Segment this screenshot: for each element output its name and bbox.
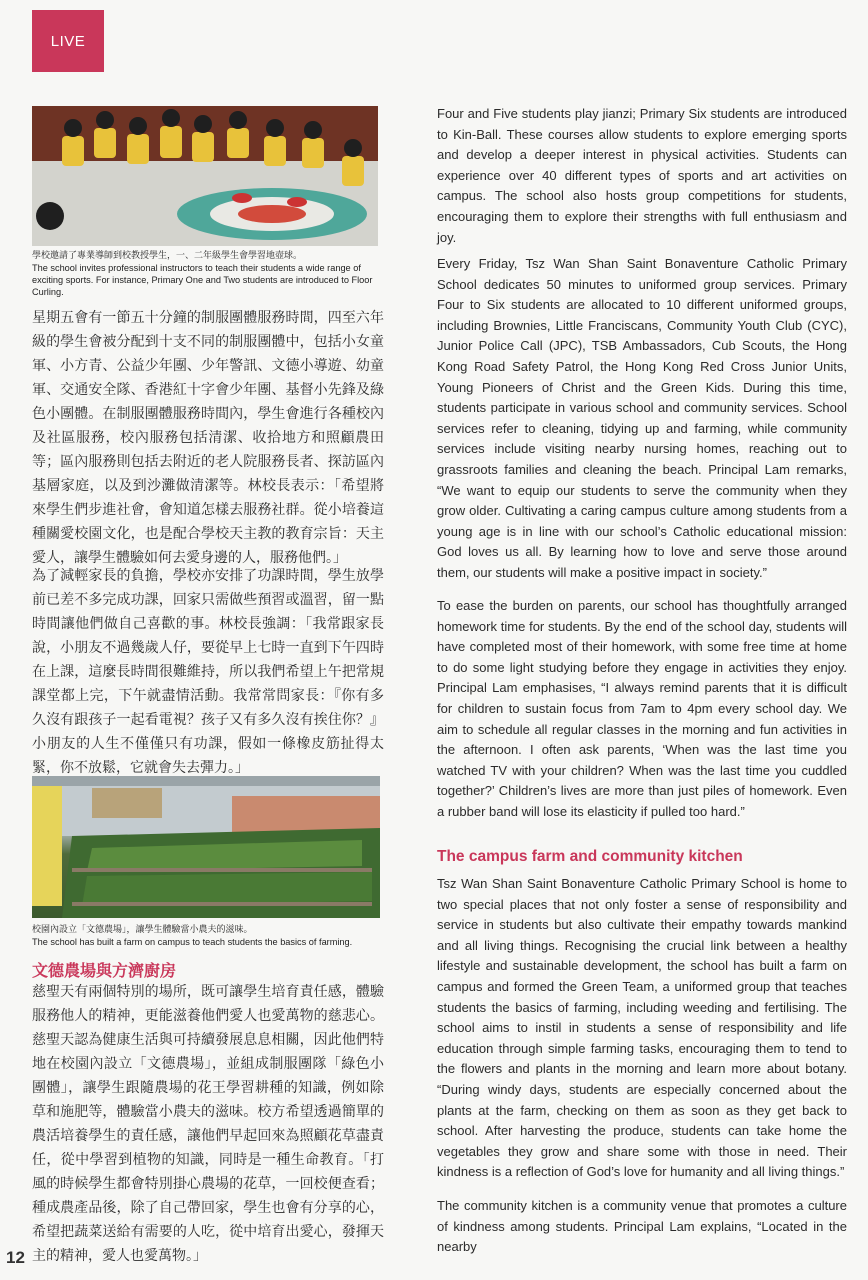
page-number: 12 (6, 1248, 25, 1267)
en-paragraph-4: Tsz Wan Shan Saint Bonaventure Catholic Primary School is home to two special places that not only foster a sense of responsibility and service in students but also cultivate their empathy towards mankind and all living things. Recognising the crucial link between a healthy lifestyle and sustainable development, the school has built a farm on campus and formed the Green Team, a uniformed group that teaches students the basics of farming, including weeding and fertilising. The school aims to instil in students a sense of responsibility and life education through simple farming tasks, encouraging them to tend to the flowers and plants in the morning and learn more about botany. “During windy days, students are especially concerned about the plants at the farm, checking on them as soon as they get back to school. After harvesting the produce, students can take home the vegetables they grow and share some with those in need. Their kindness is a reflection of God’s love for humanity and all living things.” (437, 876, 847, 1180)
section-tag: LIVE (32, 10, 104, 72)
zh-paragraph-1: 星期五會有一節五十分鐘的制服團體服務時間，四至六年級的學生會被分配到十支不同的制服團體中，包括小女童軍、小方青、公益少年團、少年警訊、文德小導遊、幼童軍、交通安全隊、香港紅十字會少年團、基督小先鋒及綠色小團體。在制服團體服務時間內，學生會進行各種校內及社區服務，校內服務包括清潔、收拾地方和照顧農田等；區內服務則包括去附近的老人院服務長者、探訪區內基層家庭，以及到沙灘做清潔等。林校長表示：「希望將來學生們步進社會，會知道怎樣去服務社群。從小培養這種關愛校園文化，也是配合學校天主教的教育宗旨：天主愛人，讓學生體驗如何去愛身邊的人，服務他們。」 (32, 310, 384, 566)
zh-section-heading: 文德農場與方濟廚房 (32, 961, 177, 980)
zh-paragraph-3: 慈聖天有兩個特別的場所，既可讓學生培育責任感，體驗服務他人的精神，更能滋養他們愛人也愛萬物的慈悲心。慈聖天認為健康生活與可持續發展息息相關，因此他們特地在校園內設立「文德農場」，並組成制服團隊「綠色小團體」，讓學生跟隨農場的花王學習耕種的知識，例如除草和施肥等，體驗當小農夫的滋味。校方希望透過簡單的農活培養學生的責任感，讓他們早起回來為照顧花草盡責任，從中學習到植物的知識，同時是一種生命教育。「打風的時候學生都會特別掛心農場的花草，一回校便查看；種成農產品後，除了自己帶回家，學生也會有分享的心，希望把蔬菜送給有需要的人吃，從中培育出愛心，發揮天主的精神，愛人也愛萬物。」 (32, 984, 384, 1264)
en-paragraph-3: To ease the burden on parents, our school has thoughtfully arranged homework time for students. By the end of the school day, students will have completed most of their homework, with some free time at home to do some light studying before they engage in activities they enjoy. Principal Lam emphasises, “I always remind parents that it is difficult for children to sustain focus from 7am to 4pm every school day. We aim to schedule all regular classes in the morning and fun activities in the afternoon. I often ask parents, ‘When was the last time you watched TV with your children? When was the last time you cuddled together?’ Children’s lives are more than just piles of homework. Even a rubber band will lose its elasticity if pulled too hard.” (437, 598, 847, 819)
photo2-caption (32, 924, 382, 948)
photo1-caption-zh: 學校邀請了專業導師到校教授學生，一、二年級學生會學習地壺球。 (32, 251, 303, 261)
photo1-caption-en: The school invites professional instructors to teach their students a wide range of exciting sports. For instance, Primary One and Two students are introduced to Floor Curling. (32, 263, 373, 297)
photo1-caption (32, 250, 382, 298)
floor-curling-illustration (32, 106, 378, 246)
campus-farm-photo (32, 776, 380, 918)
campus-farm-illustration (32, 776, 380, 918)
en-section-heading: The campus farm and community kitchen (437, 848, 743, 865)
photo2-caption-en: The school has built a farm on campus to teach students the basics of farming. (32, 937, 353, 947)
floor-curling-photo (32, 106, 378, 246)
en-paragraph-2: Every Friday, Tsz Wan Shan Saint Bonaventure Catholic Primary School dedicates 50 minutes to uniformed group services. Primary Four to Six students are allocated to 10 different uniformed groups, including Brownies, Little Franciscans, Community Youth Club (CYC), Junior Police Call (JPC), TSB Ambassadors, Cub Scouts, the Hong Kong Road Safety Patrol, the Hong Kong Red Cross Junior Units, Young Pioneers of Christ and the Green Kids. During this time, students participate in various school and community services. School services refer to cleaning, tidying up and farming, while community services include visiting nearby nursing homes, reaching out to grassroots families and cleaning the beach. Principal Lam remarks, “We want to equip our students to serve the community when they grow older. Cultivating a caring campus culture among students from a young age is in line with our school’s Catholic educational mission: God loves us all. By learning how to love and serve those around them, our students will make a positive impact in society.” (437, 256, 847, 580)
en-paragraph-5: The community kitchen is a community venue that promotes a culture of kindness among students. Principal Lam explains, “Located in the nearby (437, 1198, 847, 1255)
photo2-caption-zh: 校園內設立「文德農場」，讓學生體驗當小農夫的滋味。 (32, 925, 253, 935)
en-paragraph-1: Four and Five students play jianzi; Primary Six students are introduced to Kin-Ball. These courses allow students to explore emerging sports and develop a deeper interest in physical activities. Students can experience over 40 different types of sports and art activities on campus. The school also hosts group competitions for students, encouraging them to explore their strengths with full enthusiasm and joy. (437, 106, 847, 245)
zh-paragraph-2: 為了減輕家長的負擔，學校亦安排了功課時間，學生放學前已差不多完成功課，回家只需做些預習或溫習，留一點時間讓他們做自己喜歡的事。林校長強調：「我常跟家長說，小朋友不過幾歲人仔，要從早上七時一直到下午四時在上課，這麼長時間很難維持，所以我們希望上午把常規課堂都上完，下午就盡情活動。我常常問家長：『你有多久沒有跟孩子一起看電視？孩子又有多久沒有挨住你？』小朋友的人生不僅僅只有功課，假如一條橡皮筋扯得太緊，你不放鬆，它就會失去彈力。」 (32, 568, 384, 776)
